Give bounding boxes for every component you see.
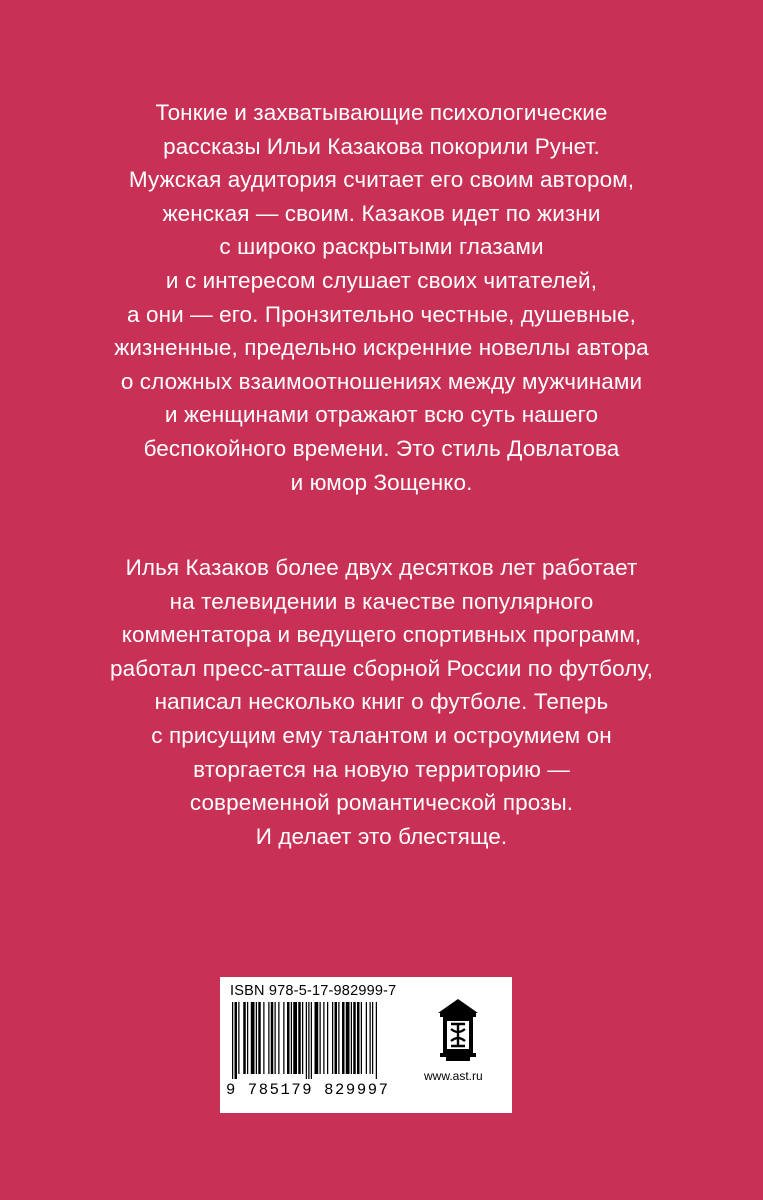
text-line: и женщинами отражают всю суть нашего <box>164 402 599 428</box>
text-line: написал несколько книг о футболе. Теперь <box>154 689 609 715</box>
text-line: с присущим ему талантом и остроумием он <box>151 722 612 748</box>
text-line: с широко раскрытыми глазами <box>219 234 544 260</box>
text-line: рассказы Ильи Казакова покорили Рунет. <box>163 133 600 159</box>
author-bio-paragraph <box>40 551 723 853</box>
publisher-website: www.ast.ru <box>424 1069 483 1083</box>
text-line: а они — его. Пронзительно честные, душевные, <box>127 301 636 327</box>
text-line: И делает это блестяще. <box>255 823 508 849</box>
text-line: на телевидении в качестве популярного <box>169 588 594 614</box>
text-line: жизненные, предельно искренние новеллы автора <box>114 335 649 361</box>
text-line: Тонкие и захватывающие психологические <box>155 100 608 125</box>
description-paragraph-1 <box>40 96 723 499</box>
text-line: Мужская аудитория считает его своим автором, <box>128 167 635 193</box>
ast-lantern-logo-icon <box>434 999 482 1061</box>
text-line: работал пресс-атташе сборной России по футболу, <box>110 655 653 681</box>
text-line: и юмор Зощенко. <box>290 469 473 495</box>
text-line: беспокойного времени. Это стиль Довлатова <box>143 435 620 461</box>
isbn-barcode-panel <box>220 977 512 1113</box>
text-line: женская — своим. Казаков идет по жизни <box>162 200 601 226</box>
text-line: вторгается на новую территорию — <box>193 756 570 782</box>
isbn-label: ISBN 978-5-17-982999-7 <box>230 983 397 999</box>
text-line: Илья Казаков более двух десятков лет работает <box>125 555 638 580</box>
text-line: о сложных взаимоотношениях между мужчинами <box>120 368 643 394</box>
barcode <box>230 1002 422 1079</box>
text-line: современной романтической прозы. <box>189 790 574 816</box>
barcode-digits: 9 785179 829997 <box>226 1081 390 1099</box>
text-line: комментатора и ведущего спортивных программ, <box>121 622 642 648</box>
text-line: и с интересом слушает своих читателей, <box>165 267 598 293</box>
